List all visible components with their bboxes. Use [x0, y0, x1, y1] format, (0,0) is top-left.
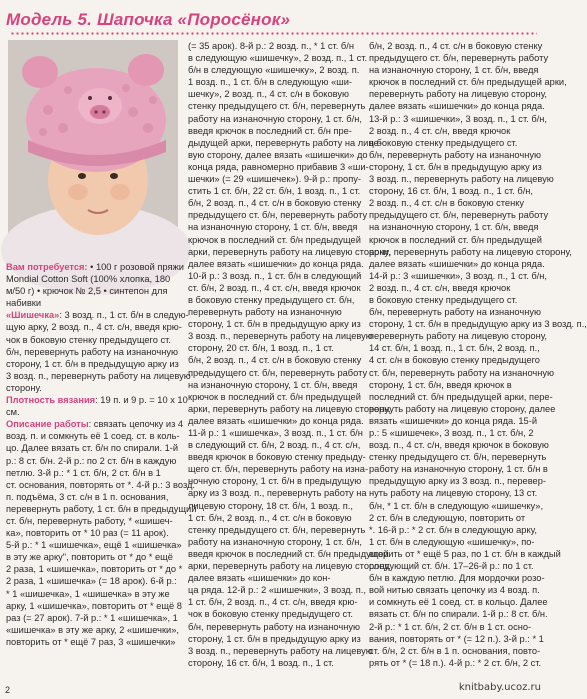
- text-line: [188, 596, 360, 608]
- text-line: [188, 391, 360, 403]
- line-text: на изнаночную сторону, 1 ст. б/н, введя: [188, 379, 358, 390]
- text-line: [188, 354, 360, 366]
- line-text: в эту же арку", повторить от * до * ещё: [6, 552, 173, 563]
- line-text: б/н, 2 возд. п., 4 ст. с/н в боковую стенку: [188, 198, 362, 209]
- line-text: Mondial Cotton Soft (100% хлопка, 180: [6, 274, 171, 285]
- text-line: [188, 161, 369, 173]
- text-line: [6, 588, 178, 600]
- line-text: нуть работу на лицевую сторону, 13 ст.: [369, 488, 538, 499]
- line-text: перевернуть работу на лицевую сторону,: [369, 331, 547, 342]
- line-text: последний ст. б/н предыдущей арки, пере-: [369, 391, 553, 402]
- text-line: [369, 645, 541, 657]
- text-line: [369, 415, 541, 427]
- text-line: [6, 575, 178, 587]
- line-text: 2 раза, 1 «шишечка», повторить от * до *: [6, 564, 183, 575]
- text-line: [369, 463, 548, 475]
- line-text: стить 1 ст. б/н, 22 ст. б/н, 1 возд. п., 1 ст.: [188, 186, 361, 197]
- line-text: «шишечка» в эту же арку, 2 «шишечки»,: [6, 624, 179, 635]
- text-line: [188, 379, 360, 391]
- line-text: и сомкнуть её 1 соед. ст. в кольцо. Далее: [369, 597, 548, 608]
- line-text: 11-й р.: 1 «шишечка», 3 возд. п., 1 ст. б/н: [188, 428, 363, 438]
- line-text: рять от * (= 18 п.). 4-й р.: * 2 ст. б/н, 2 ст.: [369, 657, 542, 668]
- text-line: [6, 406, 178, 418]
- line-text: перевернуть работу на лицевую сторону,: [369, 89, 547, 100]
- text-line: [188, 524, 366, 536]
- text-line: [369, 379, 541, 391]
- text-line: [188, 367, 368, 379]
- line-text: сторону, 1 ст. б/н, введя крючок в: [369, 379, 512, 390]
- text-line: [369, 524, 541, 536]
- line-text: перевернуть работу на изнаночную: [188, 307, 342, 318]
- line-text: б/н, перевернуть работу на изнаночную: [369, 149, 541, 160]
- text-line: [6, 563, 183, 575]
- text-line: [369, 560, 541, 572]
- line-text: предыдущую арку из 3 возд. п., перевер-: [369, 476, 546, 487]
- text-line: [6, 285, 178, 297]
- line-text: предыдущего ст. б/н, перевернуть работу: [369, 53, 549, 64]
- line-text: раз (= 27 арок). 7-й р.: * 1 «шишечка», 1: [6, 612, 178, 623]
- line-text: перевернуть работу, 1 ст. б/н в предыдущий: [6, 503, 197, 514]
- text-line: [188, 246, 391, 258]
- line-text: стенку предыдущего ст. б/н, перевернуть: [188, 101, 366, 112]
- text-line: [188, 500, 360, 512]
- text-line: [6, 624, 178, 636]
- line-text: р.: 8 ст. б/н. 2-й р.: по 2 ст. б/н в каждую: [6, 455, 177, 466]
- text-line: [6, 455, 178, 467]
- line-text: крючок в последний ст. б/н предыдущей: [188, 234, 361, 245]
- text-line: [369, 100, 545, 112]
- text-line: [6, 418, 184, 430]
- text-line: [369, 221, 541, 233]
- line-text: вязать «шишечки» до конца ряда. 15-й: [369, 415, 538, 426]
- column-2: [188, 40, 391, 669]
- text-line: [6, 358, 178, 370]
- line-text: далее вязать «шишечки» до кон-: [188, 573, 331, 584]
- line-text: шечки» (= 29 «шишечек»). 9-й р.: пропу-: [188, 174, 361, 185]
- dotted-divider: [10, 32, 537, 35]
- line-text: ка», повторить от * 10 раз (= 11 арок).: [6, 528, 169, 539]
- line-text: щую арку, 2 возд. п., 4 ст. с/н, введя крю-: [6, 322, 182, 333]
- line-text: сторону, 1 ст. б/н в предыдущую арку из: [188, 319, 361, 330]
- text-line: [369, 487, 541, 499]
- line-text: далее вязать «шишечки» до конца ряда.: [188, 415, 364, 426]
- text-line: [188, 76, 360, 88]
- line-text: 2 возд. п., 4 ст. с/н в боковую стенку: [369, 198, 525, 209]
- line-text: далее вязать «шишечки» до конца ряда.: [369, 101, 545, 112]
- line-text: предыдущего ст. б/н, перевернуть работу: [188, 210, 368, 221]
- line-text: 3 возд. п., перевернуть работу на лицевую: [188, 645, 373, 656]
- line-text: в боковую стенку предыдущего ст.: [369, 137, 518, 148]
- text-line: [188, 209, 368, 221]
- text-line: [188, 306, 360, 318]
- text-line: [369, 197, 541, 209]
- line-text: 1 ст. б/н, 2 возд. п., 4 ст. с/н в боковую: [188, 512, 352, 523]
- text-line: [6, 515, 178, 527]
- text-line: [6, 479, 196, 491]
- line-text: 14-й р.: 3 «шишечки», 3 возд. п., 1 ст. б/н,: [369, 270, 547, 281]
- text-line: [369, 52, 549, 64]
- line-text: *. 16-й р.: * 2 ст. б/н в следующую арку,: [369, 524, 537, 535]
- text-line: [188, 149, 368, 161]
- line-text: 5-й р.: * 1 «шишечка», ещё 1 «шишечка»: [6, 540, 182, 551]
- line-text: крючок в последний ст. б/н предыдущей: [369, 234, 542, 245]
- line-text: 2 ст. б/н в следующую, повторить от: [369, 512, 526, 523]
- line-text: работу на изнаночную сторону, 1 ст. б/н в: [369, 464, 548, 475]
- text-line: [6, 612, 178, 624]
- line-text: 13-й р.: 3 «шишечки», 3 возд. п., 1 ст. б/н,: [369, 113, 547, 124]
- line-text: б/н, перевернуть работу на изнаночную: [369, 307, 541, 318]
- text-line: [188, 621, 360, 633]
- line-text: чок в боковую стенку предыдущего ст.: [6, 334, 171, 345]
- text-line: [369, 270, 547, 282]
- line-text: дыдущей арки, перевернуть работу на лице-: [188, 137, 382, 148]
- text-line: [369, 282, 541, 294]
- line-text: вязать ст. б/н по спирали. 1-й р.: 8 ст. б/н.: [369, 609, 548, 620]
- text-line: [369, 621, 541, 633]
- line-text: вернуть работу на лицевую сторону, далее: [369, 403, 556, 414]
- section-heading: Вам потребуется:: [6, 262, 88, 272]
- line-text: арки, перевернуть работу на лицевую сторону,: [369, 246, 572, 257]
- line-text: вую сторону, далее вязать «шишечки» до: [188, 149, 368, 160]
- text-line: [369, 403, 556, 415]
- text-line: [6, 261, 184, 273]
- line-text: 3 возд. п., перевернуть работу на лицевую: [188, 331, 373, 342]
- text-line: [369, 657, 541, 669]
- text-line: [188, 536, 360, 548]
- line-text: б/н в каждую петлю. Для мордочки розо-: [369, 573, 545, 584]
- line-text: 10-й р.: 3 возд. п., 1 ст. б/н в следующий: [188, 270, 362, 281]
- line-text: • 100 г розовой пряжи: [87, 262, 184, 272]
- line-text: на изнаночную сторону, 1 ст. б/н, введя: [369, 222, 539, 233]
- text-line: [369, 439, 549, 451]
- text-line: [188, 88, 360, 100]
- line-text: 2 возд. п., 4 ст. с/н, введя крючок: [369, 282, 511, 293]
- text-line: [369, 185, 541, 197]
- line-text: 1 ст. б/н в следующую «шишечку», по-: [369, 536, 535, 547]
- text-line: [6, 382, 178, 394]
- text-line: [188, 584, 366, 596]
- text-line: [188, 657, 360, 669]
- text-line: [188, 439, 360, 451]
- line-text: ст. б/н, 2 ст. б/н в 1 п. основания, повто-: [369, 645, 541, 656]
- text-line: [6, 527, 178, 539]
- line-text: сторону, 16 ст. б/н, 1 возд. п., 1 ст. б/н,: [369, 186, 534, 197]
- line-text: арку, 1 «шишечка», повторить от * ещё 8: [6, 600, 182, 611]
- text-line: [369, 306, 541, 318]
- line-text: 2-й р.: * 1 ст. б/н, 2 ст. б/н в 1 ст. осно-: [369, 621, 532, 632]
- line-text: б/н, перевернуть работу на изнаночную: [188, 621, 360, 632]
- text-line: [188, 197, 360, 209]
- text-line: [6, 309, 189, 321]
- line-text: (= 35 арок). 8-й р.: 2 возд. п., * 1 ст. б/н: [188, 41, 354, 51]
- line-text: в боковую стенку предыдущего ст. б/н,: [188, 294, 355, 305]
- line-text: стенку предыдущего ст. б/н, перевернуть: [188, 524, 366, 535]
- text-line: [188, 415, 364, 427]
- text-line: [6, 551, 178, 563]
- line-text: работу на изнаночную сторону, 1 ст. б/н,: [188, 113, 362, 124]
- text-line: [188, 234, 360, 246]
- line-text: 14 ст. б/н, 1 возд. п., 1 ст. б/н, 2 возд. п.,: [369, 343, 540, 354]
- line-text: : связать цепочку из 4: [88, 419, 184, 430]
- text-line: [188, 294, 360, 306]
- line-text: введя крючок в боковую стенку предыду-: [188, 452, 366, 463]
- line-text: ст. б/н, перевернуть работу, * «шишеч-: [6, 515, 173, 526]
- text-line: [369, 88, 547, 100]
- text-line: [369, 500, 544, 512]
- line-text: ст. б/н, перевернуть работу на изнаночную: [369, 367, 555, 378]
- text-line: [6, 321, 182, 333]
- text-line: [188, 125, 360, 137]
- line-text: стенку предыдущего ст. б/н, перевернуть: [369, 452, 547, 463]
- line-text: введя крючок в последний ст. б/н предыдущей: [188, 548, 389, 559]
- text-line: [369, 608, 548, 620]
- line-text: крючок в последний ст. б/н предыдущей: [188, 391, 361, 402]
- line-text: чок в боковую стенку предыдущего ст.: [188, 609, 353, 620]
- line-text: сторону, 1 ст. б/н в предыдущую арку из: [6, 358, 179, 369]
- header: [0, 0, 547, 40]
- line-text: б/н, перевернуть работу на изнаночную: [6, 346, 178, 357]
- line-text: п. подъёма, 3 ст. с/н в 1 п. основания,: [6, 491, 169, 502]
- line-text: арки, перевернуть работу на лицевую сторону,: [188, 561, 391, 572]
- line-text: 3 возд. п., перевернуть работу на лицевую: [369, 174, 554, 185]
- line-text: ст. основания, повторять от *. 4-й р.: 3 возд.: [6, 479, 196, 490]
- text-line: [369, 137, 541, 149]
- text-line: [188, 463, 369, 475]
- text-line: [188, 52, 368, 64]
- section-heading: «Шишечка»: [6, 310, 60, 321]
- line-text: сторону, 20 ст. б/н, 1 возд. п., 1 ст.: [188, 343, 334, 354]
- text-line: [369, 318, 587, 330]
- text-line: [188, 645, 373, 657]
- line-text: конца ряда, равномерно прибавив 3 «ши-: [188, 161, 369, 172]
- text-line: [369, 633, 544, 645]
- text-line: [369, 64, 541, 76]
- text-line: [188, 608, 360, 620]
- line-text: предыдущего ст. б/н, перевернуть работу: [369, 210, 549, 221]
- text-line: [188, 548, 389, 560]
- line-text: предыдущего ст. б/н, перевернуть работу: [188, 367, 368, 378]
- line-text: ст. б/н, 2 возд. п., 4 ст. с/н, введя крючок: [188, 282, 361, 293]
- line-text: лицевую сторону, 18 ст. б/н, 1 возд. п.,: [188, 500, 353, 511]
- text-line: [369, 76, 567, 88]
- line-text: м/50 г) • крючок № 2,5 • синтепон для: [6, 286, 168, 297]
- text-line: [369, 113, 547, 125]
- line-text: вторить от * ещё 5 раз, по 1 ст. б/н в каждый: [369, 548, 561, 559]
- text-line: [188, 487, 367, 499]
- text-line: [188, 512, 360, 524]
- text-line: [369, 427, 541, 439]
- text-line: [369, 391, 553, 403]
- line-text: б/н, 2 возд. п., 4 ст. с/н в боковую стенку: [369, 41, 543, 51]
- line-text: 2 раза, 1 «шишечка» (= 18 арок). 6-й р.:: [6, 576, 177, 587]
- line-text: * 1 «шишечка», 1 «шишечка» в эту же: [6, 588, 170, 599]
- line-text: 1 возд. п., 1 ст. б/н в следующую «ши-: [188, 77, 352, 88]
- line-text: арки, перевернуть работу на лицевую сторону,: [188, 403, 391, 414]
- text-line: [188, 221, 360, 233]
- text-line: [6, 430, 178, 442]
- text-line: [188, 173, 360, 185]
- text-line: [188, 633, 360, 645]
- line-text: сторону, 1 ст. б/н в предыдущую арку из: [369, 161, 542, 172]
- line-text: сторону, 1 ст. б/н в предыдущую арку из 3 возд. п.,: [369, 319, 587, 330]
- text-line: [188, 282, 360, 294]
- line-text: на изнаночную сторону, 1 ст. б/н, введя: [369, 65, 539, 76]
- line-text: щего ст. б/н, перевернуть работу на изна-: [188, 464, 369, 475]
- text-line: [369, 40, 541, 52]
- text-line: [6, 467, 178, 479]
- line-text: сторону, 16 ст. б/н, 1 возд. п., 1 ст.: [188, 657, 334, 668]
- text-line: [188, 100, 366, 112]
- section-heading: Описание работы: [6, 419, 89, 430]
- text-line: [6, 539, 182, 551]
- line-text: 3 возд. п., перевернуть работу на лицевую: [6, 370, 191, 381]
- text-line: [6, 636, 178, 648]
- text-line: [369, 548, 561, 560]
- line-text: б/н, * 1 ст. б/н в следующую «шишечку»,: [369, 500, 544, 511]
- text-line: [6, 297, 178, 309]
- line-text: 4 ст. с/н в боковую стенку предыдущего: [369, 355, 540, 366]
- line-text: в боковую стенку предыдущего ст.: [369, 294, 518, 305]
- text-line: [369, 572, 545, 584]
- line-text: р.: 5 «шишечек», 3 возд. п., 1 ст. б/н, 2: [369, 428, 534, 438]
- text-line: [6, 334, 178, 346]
- text-line: [369, 149, 541, 161]
- line-text: 1 ст. б/н, 2 возд. п., 4 ст. с/н, введя крю-: [188, 597, 358, 608]
- text-line: [369, 258, 545, 270]
- text-line: [369, 475, 546, 487]
- line-text: : 19 п. и 9 р. = 10 х 10: [95, 395, 188, 406]
- line-text: далее вязать «шишечки» до конца ряда.: [369, 258, 545, 269]
- text-line: [369, 512, 541, 524]
- text-line: [369, 451, 547, 463]
- text-line: [188, 113, 360, 125]
- text-line: [6, 442, 178, 454]
- text-line: [6, 600, 182, 612]
- page-number: 2: [5, 685, 11, 695]
- text-line: [369, 173, 554, 185]
- text-line: [6, 346, 178, 358]
- line-text: следующий ст. б/н. 17–26-й р.: по 1 ст.: [369, 561, 534, 572]
- text-line: [188, 475, 360, 487]
- text-line: [369, 330, 547, 342]
- line-text: работу на изнаночную сторону, 1 ст. б/н,: [188, 536, 362, 547]
- text-line: [188, 270, 360, 282]
- baby-in-pink-hat-image: [8, 40, 178, 245]
- line-text: арку из 3 возд. п., перевернуть работу на: [188, 488, 367, 499]
- text-line: [188, 403, 391, 415]
- line-text: вания, повторять от * (= 12 п.). 3-й р.: * 1: [369, 633, 544, 644]
- text-line: [369, 596, 548, 608]
- text-line: [369, 584, 541, 596]
- line-text: 2 возд. п., 4 ст. с/н, введя крючок: [369, 125, 511, 136]
- text-line: [188, 64, 360, 76]
- site-watermark: knitbaby.ucoz.ru: [458, 682, 541, 693]
- text-line: [188, 185, 360, 197]
- line-text: цо. Далее вязать ст. б/н по спирали. 1-й: [6, 443, 179, 454]
- text-line: [188, 40, 360, 52]
- line-text: см.: [6, 407, 20, 418]
- text-line: [188, 342, 360, 354]
- text-line: [369, 161, 541, 173]
- line-text: повторить от * ещё 7 раз, 3 «шишечки»: [6, 636, 176, 647]
- line-text: арки, перевернуть работу на лицевую сторону,: [188, 246, 391, 257]
- page-title: Модель 5. Шапочка «Поросёнок»: [6, 10, 291, 29]
- text-line: [188, 258, 364, 270]
- text-line: [369, 367, 555, 379]
- text-line: [188, 560, 391, 572]
- section-heading: Плотность вязания: [6, 395, 96, 406]
- text-line: [369, 342, 541, 354]
- line-text: крючок в последний ст. б/н предыдущей арки,: [369, 77, 567, 88]
- text-line: [188, 318, 360, 330]
- text-line: [188, 137, 382, 149]
- line-text: б/н, 2 возд. п., 4 ст. с/н в боковую стенку: [188, 355, 362, 366]
- text-line: [6, 273, 178, 285]
- text-line: [369, 234, 541, 246]
- line-text: сторону, 1 ст. б/н в предыдущую арку из: [188, 633, 361, 644]
- text-line: [369, 209, 549, 221]
- text-line: [6, 503, 197, 515]
- baby-photo: [8, 40, 178, 245]
- text-line: [188, 572, 360, 584]
- text-line: [369, 294, 541, 306]
- line-text: на изнаночную сторону, 1 ст. б/н, введя: [188, 222, 358, 233]
- text-line: [188, 330, 373, 342]
- line-text: шечку», 2 возд. п., 4 ст. с/н в боковую: [188, 89, 349, 100]
- column-3: [369, 40, 587, 669]
- text-line: [369, 125, 541, 137]
- line-text: введя крючок в последний ст. б/н пре-: [188, 125, 352, 136]
- text-line: [6, 491, 178, 503]
- line-text: ца ряда. 12-й р.: 2 «шишечки», 3 возд. п.,: [188, 585, 366, 596]
- text-line: [369, 354, 541, 366]
- line-text: б/н в следующую «шишечку», 2 возд. п.: [188, 65, 360, 76]
- line-text: : 3 возд. п., 1 ст. б/н в следую-: [59, 310, 189, 321]
- line-text: набивки: [6, 298, 42, 309]
- line-text: далее вязать «шишечки» до конца ряда.: [188, 258, 364, 269]
- text-line: [6, 370, 191, 382]
- line-text: вой нитью связать цепочку из 4 возд. п.: [369, 585, 540, 596]
- text-line: [6, 394, 188, 406]
- line-text: в следующий ст. б/н, 2 возд. п., 4 ст. с/н,: [188, 440, 361, 451]
- line-text: сторону.: [6, 382, 42, 393]
- column-1: [6, 261, 197, 648]
- line-text: ночную сторону, 1 ст. б/н в предыдущую: [188, 476, 362, 487]
- line-text: возд. п., 4 ст. с/н, введя крючок в боковую: [369, 440, 549, 451]
- line-text: возд. п. и сомкнуть её 1 соед. ст. в коль-: [6, 431, 180, 442]
- text-line: [369, 246, 572, 258]
- text-line: [369, 536, 541, 548]
- line-text: петлю. 3-й р.: * 1 ст. б/н, 2 ст. б/н в 1: [6, 467, 161, 478]
- text-line: [188, 451, 366, 463]
- line-text: в следующую «шишечку», 2 возд. п., 1 ст.: [188, 53, 368, 64]
- text-line: [188, 427, 363, 439]
